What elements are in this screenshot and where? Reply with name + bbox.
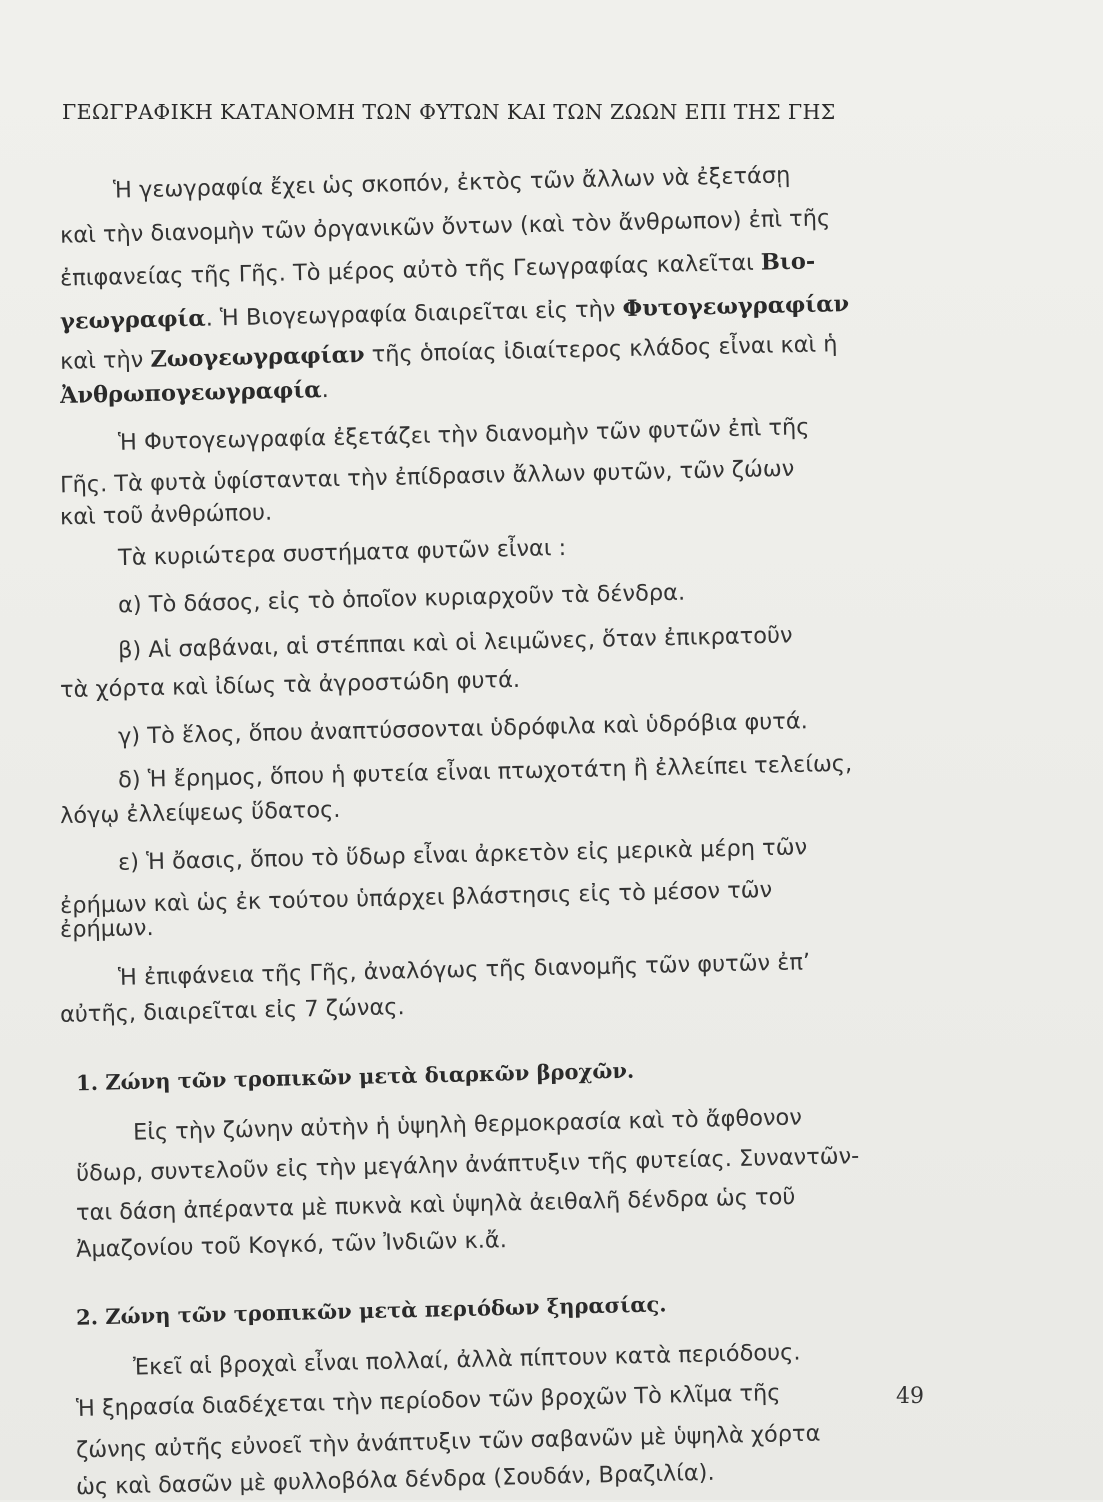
phyto-line-1: Ἡ Φυτογεωγραφία ἐξετάζει τὴν διανομὴν τῶν φυτῶν ἐπὶ τῆς bbox=[117, 414, 810, 456]
intro-line-4 bbox=[60, 289, 850, 337]
intro-line-5 bbox=[60, 329, 838, 377]
system-c: γ) Τὸ ἕλος, ὅπου ἀναπτύσσονται ὑδρόφιλα καὶ ὑδρόβια φυτά. bbox=[117, 708, 809, 750]
phyto-line-3: καὶ τοῦ ἀνθρώπου. bbox=[59, 499, 273, 531]
intro-line-1: Ἡ γεωγραφία ἔχει ὡς σκοπόν, ἐκτὸς τῶν ἄλλων νὰ ἐξετάσῃ bbox=[112, 162, 791, 204]
system-a: α) Τὸ δάσος, εἰς τὸ ὁποῖον κυριαρχοῦν τὰ δένδρα. bbox=[117, 579, 686, 619]
zone-2-heading: 2. Ζώνη τῶν τροπικῶν μετὰ περιόδων ξηρασίας. bbox=[75, 1291, 667, 1330]
zones-line-2: αὐτῆς, διαιρεῖται εἰς 7 ζώνας. bbox=[59, 994, 405, 1028]
intro-line-5-text: καὶ τὴν bbox=[59, 346, 151, 375]
intro-line-3-text: ἐπιφανείας τῆς Γῆς. Τὸ μέρος αὐτὸ τῆς Γεωγραφίας καλεῖται bbox=[59, 249, 762, 292]
system-e-line-2: ἐρήμων καὶ ὡς ἐκ τούτου ὑπάρχει βλάστησις εἰς τὸ μέσον τῶν bbox=[59, 876, 773, 920]
zone-2-line-3: ζώνης αὐτῆς εὐνοεῖ τὴν ἀνάπτυξιν τῶν σαβανῶν μὲ ὑψηλὰ χόρτα bbox=[75, 1420, 821, 1464]
term-biogeography: γεωγραφία bbox=[59, 305, 207, 335]
intro-line-6 bbox=[60, 375, 329, 411]
system-d-line-1: δ) Ἡ ἔρημος, ὅπου ἡ φυτεία εἶναι πτωχοτάτη ἢ ἐλλείπει τελείως, bbox=[117, 750, 853, 794]
term-zoogeography: Ζωογεωγραφίαν bbox=[150, 341, 365, 373]
intro-line-4-text: . Ἡ Βιογεωγραφία διαιρεῖται εἰς τὴν bbox=[205, 296, 623, 332]
phyto-line-2: Γῆς. Τὰ φυτὰ ὑφίστανται τὴν ἐπίδρασιν ἄλλων φυτῶν, τῶν ζώων bbox=[59, 455, 795, 499]
system-b-line-2: τὰ χόρτα καὶ ἰδίως τὰ ἀγροστώδη φυτά. bbox=[59, 666, 521, 704]
term-bio: Βιο- bbox=[760, 248, 816, 276]
zone-1-line-3: ται δάση ἀπέραντα μὲ πυκνὰ καὶ ὑψηλὰ ἀειθαλῆ δένδρα ὡς τοῦ bbox=[75, 1183, 796, 1227]
term-phytogeography: Φυτογεωγραφίαν bbox=[622, 291, 850, 323]
system-e-line-3: ἐρήμων. bbox=[59, 914, 154, 944]
zone-1-line-4: Ἀμαζονίου τοῦ Κογκό, τῶν Ἰνδιῶν κ.ἄ. bbox=[75, 1227, 508, 1263]
systems-intro: Τὰ κυριώτερα συστήματα φυτῶν εἶναι : bbox=[117, 534, 567, 572]
system-d-line-2: λόγῳ ἐλλείψεως ὕδατος. bbox=[59, 796, 341, 830]
page-number: 49 bbox=[896, 1384, 924, 1409]
intro-line-5-rest: τῆς ὁποίας ἰδιαίτερος κλάδος εἶναι καὶ ἡ bbox=[364, 331, 838, 368]
system-e-line-1: ε) Ἡ ὄασις, ὅπου τὸ ὕδωρ εἶναι ἀρκετὸν εἰς μερικὰ μέρη τῶν bbox=[117, 834, 808, 876]
intro-line-2: καὶ τὴν διανομὴν τῶν ὀργανικῶν ὄντων (καὶ τὸν ἄνθρωπον) ἐπὶ τῆς bbox=[59, 205, 831, 249]
zone-2-line-1: Ἐκεῖ αἱ βροχαὶ εἶναι πολλαί, ἀλλὰ πίπτουν κατὰ περιόδους. bbox=[132, 1339, 801, 1381]
zone-1-heading: 1. Ζώνη τῶν τροπικῶν μετὰ διαρκῶν βροχῶν. bbox=[75, 1057, 635, 1096]
intro-line-3 bbox=[60, 246, 816, 293]
zone-1-line-1: Εἰς τὴν ζώνην αὐτὴν ἡ ὑψηλὴ θερμοκρασία καὶ τὸ ἄφθονον bbox=[132, 1104, 803, 1146]
zone-2-line-2: Ἡ ξηρασία διαδέχεται τὴν περίοδον τῶν βροχῶν Τὸ κλῖμα τῆς bbox=[75, 1380, 781, 1422]
system-b-line-1: β) Αἱ σαβάναι, αἱ στέππαι καὶ οἱ λειμῶνες, ὅταν ἐπικρατοῦν bbox=[117, 622, 793, 664]
page-title: ΓΕΩΓΡΑΦΙΚΗ ΚΑΤΑΝΟΜΗ ΤΩΝ ΦΥΤΩΝ ΚΑΙ ΤΩΝ ΖΩΩΝ ΕΠΙ ΤΗΣ ΓΗΣ bbox=[62, 100, 836, 124]
zone-1-line-2: ὕδωρ, συντελοῦν εἰς τὴν μεγάλην ἀνάπτυξιν τῆς φυτείας. Συναντῶν- bbox=[75, 1143, 860, 1187]
zones-line-1: Ἡ ἐπιφάνεια τῆς Γῆς, ἀναλόγως τῆς διανομῆς τῶν φυτῶν ἐπ’ bbox=[117, 949, 811, 991]
term-anthropogeography: Ἀνθρωπογεωγραφία bbox=[59, 377, 322, 410]
intro-line-6-text: . bbox=[321, 376, 330, 404]
zone-2-line-4: ὡς καὶ δασῶν μὲ φυλλοβόλα δένδρα (Σουδάν, Βραζιλία). bbox=[75, 1459, 715, 1501]
